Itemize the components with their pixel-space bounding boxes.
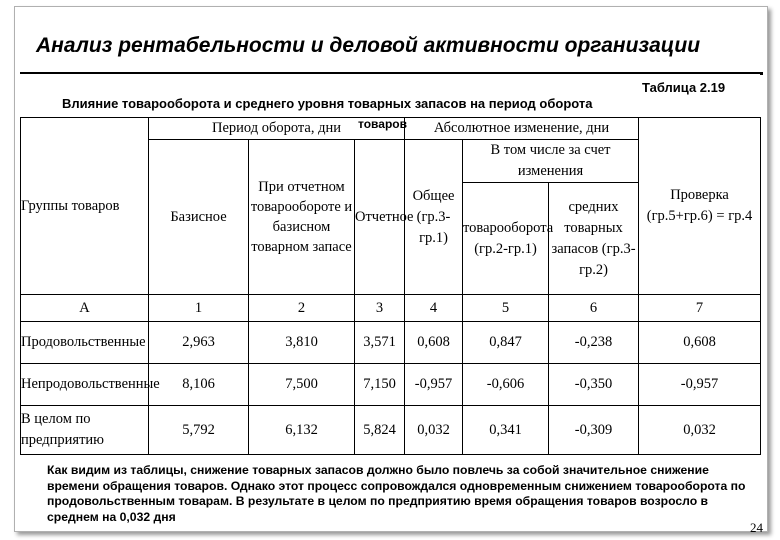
header-total: Общее (гр.3-гр.1) [405,140,463,295]
cell-turnover: 0,341 [463,406,549,455]
colnum-2: 2 [249,295,355,322]
conclusion-text: Как видим из таблицы, снижение товарных запасов должно было повлечь за собой значительное снижение времени обращения товаров. Однако этот процесс сопровождался одновременным снижением товарооборота по продовольственным товарам. В результате в целом по предприятию время обращения товаров возросло в среднем на 0,032 дня [47,463,746,524]
colnum-7: 7 [639,295,761,322]
cell-total: 0,032 [405,406,463,455]
cell-stocks: -0,309 [549,406,639,455]
cell-reported: 5,824 [355,406,405,455]
header-abs-change: Абсолютное изменение, дни [405,118,639,140]
cell-turnover: 0,847 [463,322,549,364]
colnum-a: А [21,295,149,322]
table-row [21,406,761,455]
colnum-1: 1 [149,295,249,322]
cell-reported: 7,150 [355,364,405,406]
cell-turnover: -0,606 [463,364,549,406]
subtitle-overlap-word: товаров [358,117,407,131]
header-incl: В том числе за счет изменения [463,140,639,183]
cell-total: 0,608 [405,322,463,364]
header-reported: Отчетное [355,140,405,295]
cell-check: 0,608 [639,322,761,364]
header-at-reported: При отчетном товарообороте и базисном товарном запасе [249,140,355,295]
header-stocks: средних товарных запасов (гр.3-гр.2) [549,183,639,295]
cell-total: -0,957 [405,364,463,406]
slide-title: Анализ рентабельности и деловой активности организации [36,34,701,57]
column-number-row [21,295,761,322]
header-period: Период оборота, дни [149,118,405,140]
rule-end-dot [760,72,763,75]
colnum-4: 4 [405,295,463,322]
header-groups: Группы товаров [21,118,149,295]
cell-check: -0,957 [639,364,761,406]
cell-stocks: -0,238 [549,322,639,364]
turnover-table [20,117,761,455]
table-row [21,322,761,364]
header-turnover: товарооборота (гр.2-гр.1) [463,183,549,295]
cell-basic: 8,106 [149,364,249,406]
row-group: Непродовольственные [21,364,149,406]
cell-check: 0,032 [639,406,761,455]
title-rule [20,72,762,74]
cell-at-reported: 7,500 [249,364,355,406]
cell-stocks: -0,350 [549,364,639,406]
table-row [21,364,761,406]
row-group: Продовольственные [21,322,149,364]
cell-reported: 3,571 [355,322,405,364]
colnum-6: 6 [549,295,639,322]
table-caption: Таблица 2.19 [642,80,726,95]
colnum-5: 5 [463,295,549,322]
header-check: Проверка (гр.5+гр.6) = гр.4 [639,118,761,295]
page-number: 24 [750,520,763,535]
cell-at-reported: 3,810 [249,322,355,364]
row-group: В целом по предприятию [21,406,149,455]
table-subtitle: Влияние товарооборота и среднего уровня товарных запасов на период оборота [62,96,593,111]
cell-basic: 5,792 [149,406,249,455]
header-basic: Базисное [149,140,249,295]
cell-basic: 2,963 [149,322,249,364]
colnum-3: 3 [355,295,405,322]
cell-at-reported: 6,132 [249,406,355,455]
